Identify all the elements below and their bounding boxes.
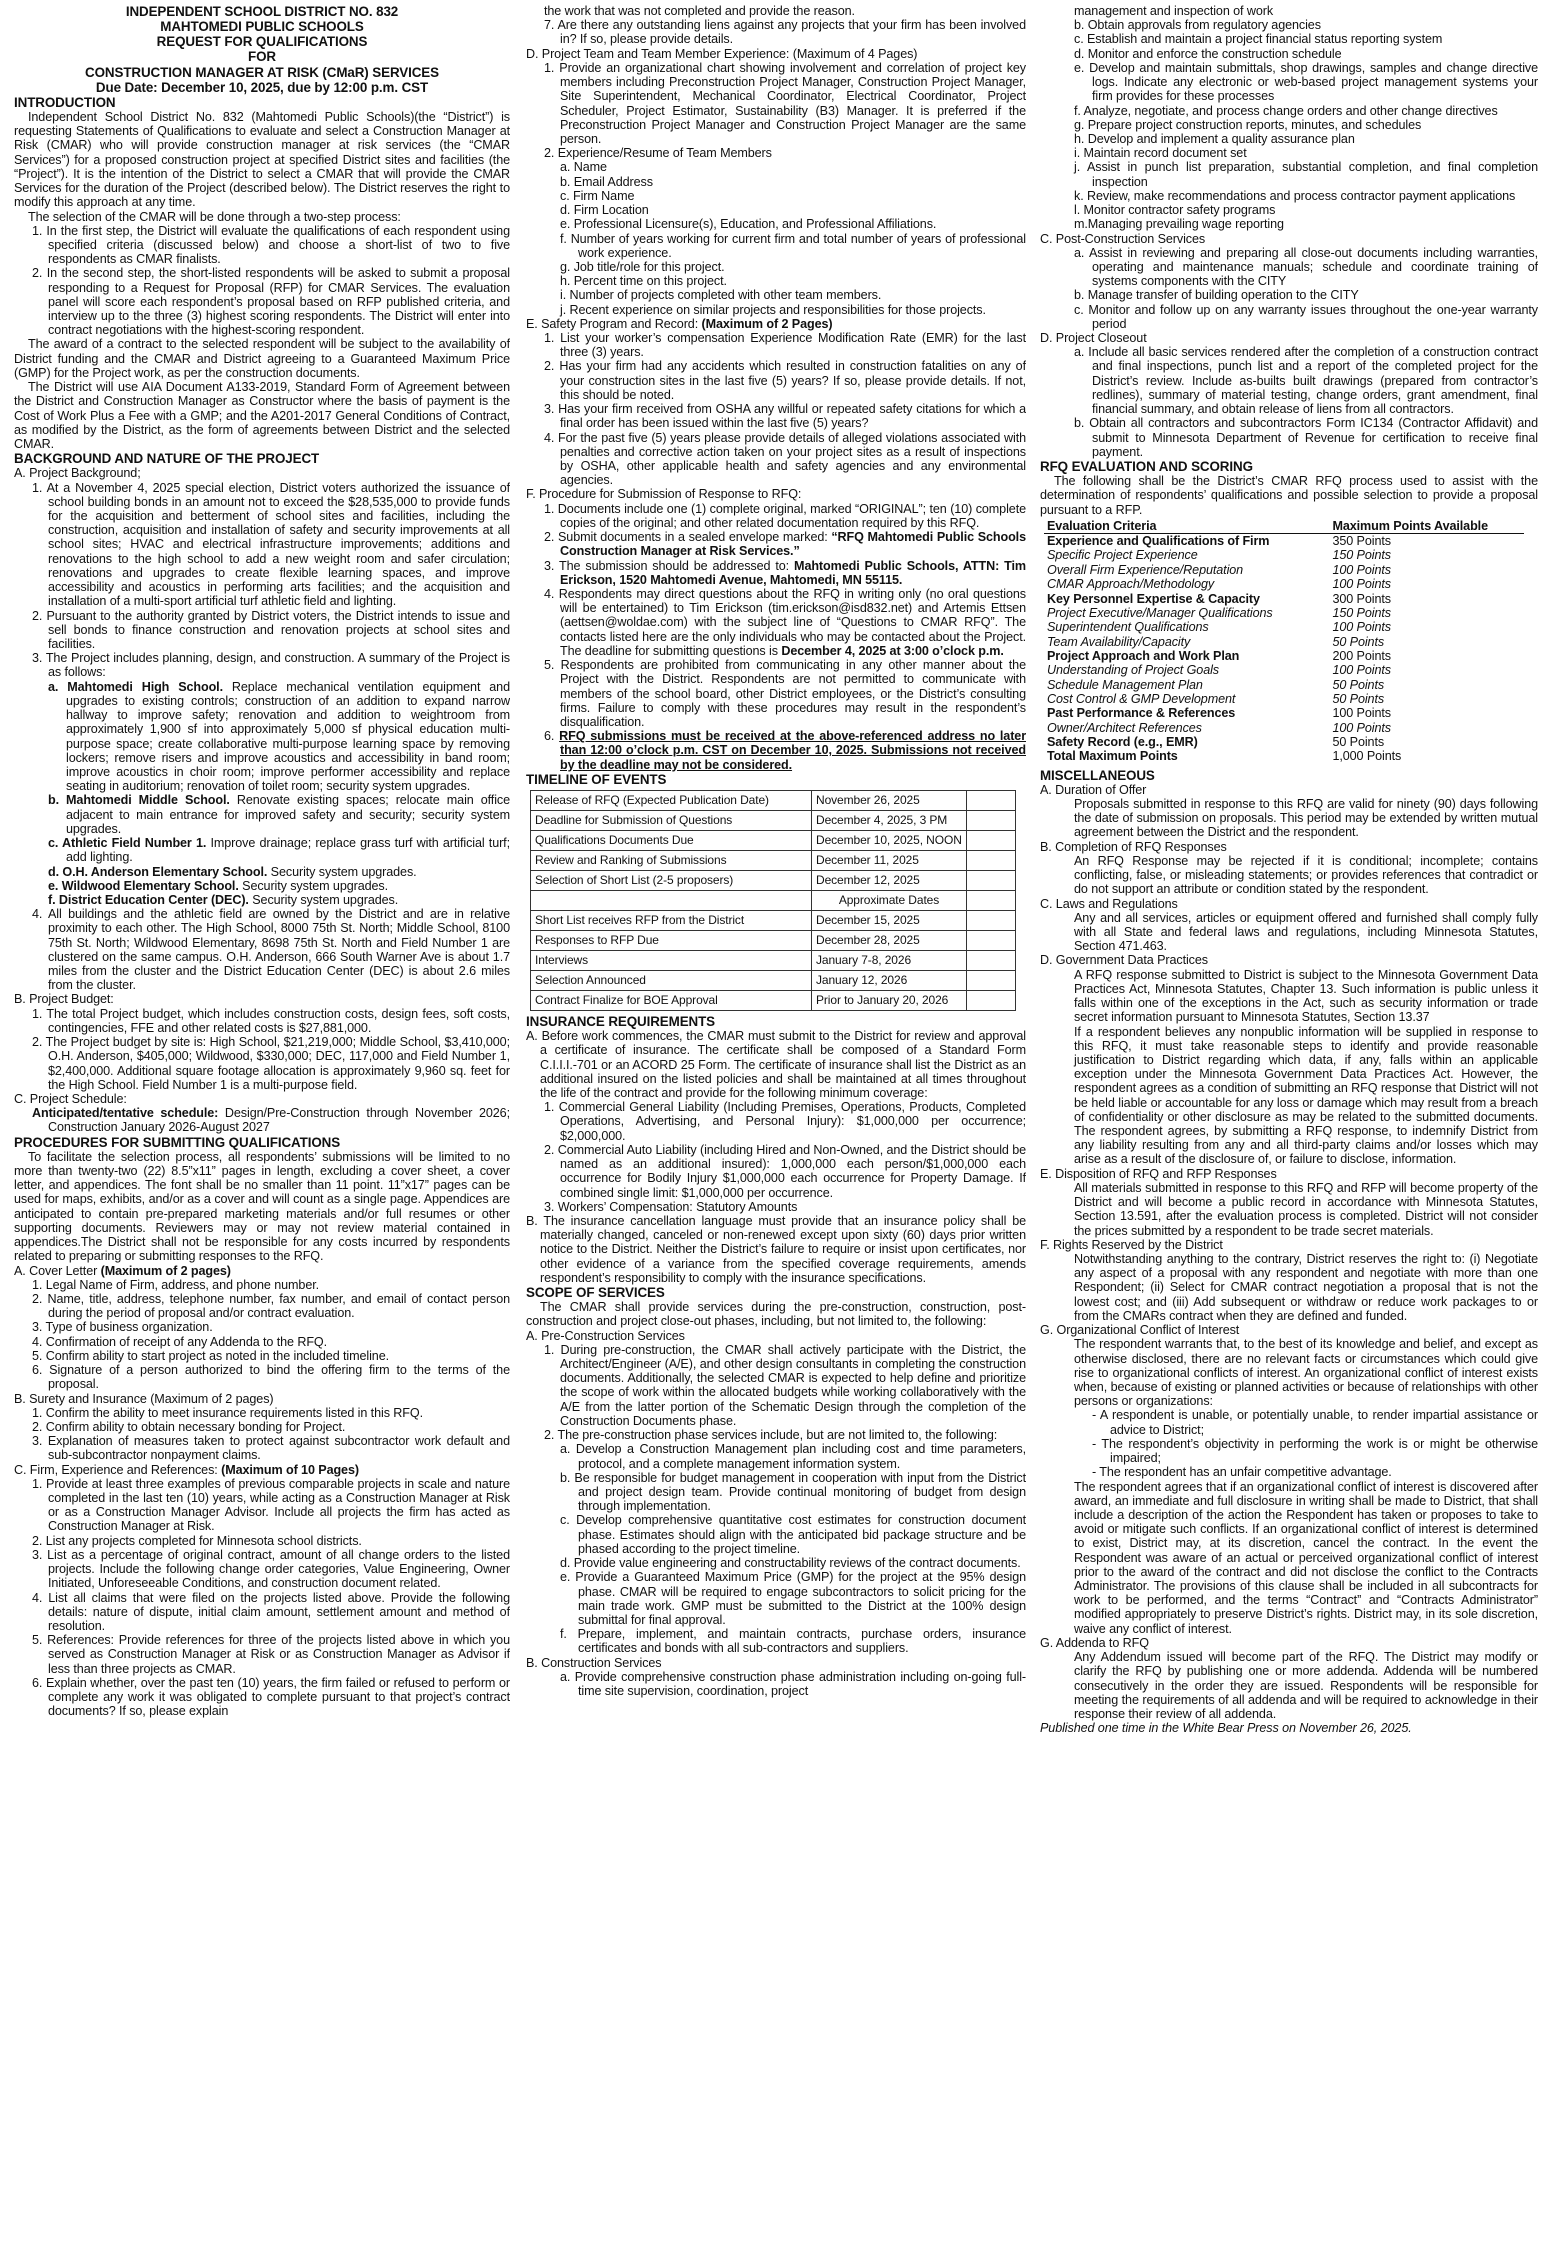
site-name: a. Mahtomedi High School. [48,679,223,694]
list-item: b. Obtain approvals from regulatory agencies [1074,18,1321,33]
subheading: G. Organizational Conflict of Interest [1040,1323,1240,1338]
scoring-criterion: Experience and Qualifications of Firm [1047,534,1270,549]
list-item: d. Firm Location [560,203,649,218]
list-item: f. Number of years working for current firm and total number of years of professional work experience. [560,231,1026,260]
list-item: 3. Has your firm received from OSHA any willful or repeated safety citations for which a final order has been issued within the last five (5) years? [544,402,1026,431]
scoring-row [1044,663,1524,677]
site-scope: Renovate existing spaces; relocate main office adjacent to main entrance for improved safety and security; security system upgrades. [66,793,510,836]
paragraph: If a respondent believes any nonpublic information will be supplied in response to this RFQ, it must take reasonable steps to identify and provide reasonable justification to District regarding which data, if any, falls within an applicable exception under the Minnesota Government Data Practices Act. However, the respondent agrees as a condition of submitting an RFQ response that District will not be held liable or accountable for any loss or damage which may result from a breach of confidentiality or other disclosure as may be related to the submitted documents. The respondent agrees, by submitting a RFQ response, to indemnify District from any liability resulting from any and all third-party claims and/or losses which may arise as a result of the disclosure of, or failure to disclose, information. [1074,1024,1538,1167]
subheading: E. Disposition of RFQ and RFP Responses [1040,1166,1277,1181]
scoring-row [1044,577,1524,591]
list-item: 2. List any projects completed for Minnesota school districts. [32,1533,362,1548]
scoring-row [1044,534,1524,549]
timeline-blank [967,850,1016,870]
list-number: 6. [544,729,555,744]
timeline-row [531,830,1016,850]
paragraph: The respondent agrees that if an organizational conflict of interest is discovered after award, an immediate and full disclosure in writing shall be made to District, that shall include a description of the action the Respondent has taken or proposes to take to avoid or mitigate such conflicts. If an organizational conflict of interest is determined to exist, District may, at its discretion, cancel the contract. In the event the Respondent was aware of an actual or perceived organizational conflict of interest prior to the award of the contract and did not disclose the conflict to the Contracts Administrator. The provisions of this clause shall be included in all subcontracts for work to be performed, and the terms “Contract” and “Contracts Administrator” modified appropriately to preserve District’s rights. District may, in its sole discretion, waive any conflict of interest. [1074,1479,1538,1636]
scoring-row [1044,735,1524,749]
schedule-text: Design/Pre-Construction through November 2026; Construction January 2026-August 2027 [48,1106,510,1135]
list-item: 1. List your worker’s compensation Experience Modification Rate (EMR) for the last three (3) years. [544,331,1026,360]
timeline-blank [967,910,1016,930]
scoring-criterion: Understanding of Project Goals [1047,663,1220,678]
list-item: 7. Are there any outstanding liens against any projects that your firm has been involved in? If so, please provide details. [544,18,1026,47]
timeline-date: December 4, 2025, 3 PM [812,810,967,830]
list-item [526,587,1026,658]
list-item: 2. Experience/Resume of Team Members [544,146,772,161]
subheading: F. Rights Reserved by the District [1040,1237,1223,1252]
timeline-blank [967,830,1016,850]
timeline-row [531,910,1016,930]
list-item: j. Recent experience on similar projects and responsibilities for those projects. [560,302,986,317]
list-item: a. Assist in reviewing and preparing all close-out documents including warranties, operating and maintenance manuals; schedule and coordinate training of systems components with the CITY [1074,245,1538,289]
timeline-blank [967,930,1016,950]
timeline-date: December 28, 2025 [812,930,967,950]
list-item-continued: the work that was not completed and provide the reason. [544,4,855,18]
scoring-criterion: Schedule Management Plan [1047,677,1203,692]
list-item: d. Monitor and enforce the construction schedule [1074,46,1342,61]
timeline-blank [967,890,1016,910]
list-item [14,680,510,794]
list-item: 2. Commercial Auto Liability (including Hired and Non-Owned, and the District should be named as an additional insured): 1,000,000 each person/$1,000,000 each occurrence for Bodily Injury $1,000,000 each occurrence for Property Damage. If combined single limit: $1,000,000 per occurrence. [544,1142,1026,1200]
timeline-event: Selection of Short List (2-5 proposers) [531,870,812,890]
list-item: b. Manage transfer of building operation to the CITY [1074,288,1359,303]
scoring-points: 50 Points [1332,691,1385,706]
subheading: A. Project Background; [14,466,141,481]
timeline-blank [967,870,1016,890]
scoring-points: 100 Points [1332,577,1391,592]
timeline-blank [967,810,1016,830]
subheading [14,1264,510,1278]
timeline-event: Selection Announced [531,970,812,990]
paragraph: The selection of the CMAR will be done through a two-step process: [28,209,401,224]
list-item: 4. All buildings and the athletic field are owned by the District and are in relative proximity to each other. The High School, 8000 75th St. North; Middle School, 8100 75th St. North; Wildwood Elementary, 8698 75th St. North and Field Number 1 are clustered on the same campus. O.H. Anderson, 666 South Warner Ave is about 1.7 miles from the cluster and the District Education Center (DEC) is about 2.6 miles from the cluster. [32,907,510,993]
rfq-for: FOR [248,49,276,65]
rfq-title: REQUEST FOR QUALIFICATIONS [156,34,368,50]
subheading: D. Project Team and Team Member Experience: (Maximum of 4 Pages) [526,46,918,61]
rfq-services: CONSTRUCTION MANAGER AT RISK (CMaR) SERVICES [85,64,439,80]
district-name: INDEPENDENT SCHOOL DISTRICT NO. 832 [125,4,399,19]
scoring-points: 50 Points [1332,734,1385,749]
list-item: h. Develop and implement a quality assurance plan [1074,131,1355,146]
paragraph: The District will use AIA Document A133-2019, Standard Form of Agreement between the District and Construction Manager as Constructor where the basis of payment is the Cost of Work Plus a Fee with a GMP; and the A201-2017 General Conditions of Contract, as modified by the District, as the form of agreements between District and the selected CMAR. [14,380,510,452]
list-item: - The respondent’s objectivity in performing the work is or might be otherwise impaired; [1092,1436,1538,1466]
timeline-row [531,970,1016,990]
paragraph: To facilitate the selection process, all respondents’ submissions will be limited to no more than twenty-two (22) 8.5”x11” pages in length, excluding a cover sheet, a cover letter, and appendices. The font shall be no smaller than 11 point. 11”x17” pages can be used for maps, exhibits, and/or as a cover and will count as a single page. Appendices are anticipated to contain pre-prepared marketing materials and/or full resumes or other supporting documents. Reviewers may or may not review material contained in appendices.The District shall not be responsible for any costs incurred by respondents related to preparing or submitting responses to the RFQ. [14,1149,510,1264]
scoring-header-criteria: Evaluation Criteria [1044,519,1320,534]
scoring-criterion: Total Maximum Points [1047,749,1178,764]
scoring-criterion: Team Availability/Capacity [1047,634,1191,649]
timeline-event: Interviews [531,950,812,970]
site-scope: Replace mechanical ventilation equipment and upgrades to existing controls; construction of an addition to expand narrow hallway to improve safety; renovation and addition to weightroom from approximately 1,900 sf into approximately 5,000 sf physical education multi-purpose space; create collaborative multi-purpose learning space by removing lockers; remove risers and improve acoustics and accessibility in band room; improve acoustics in choir room; improve performer accessibility and replace seating in auditorium; renovation of toilet room; security system upgrades. [66,679,510,794]
timeline-blank [967,950,1016,970]
subheading: C. Laws and Regulations [1040,896,1178,911]
scoring-criterion: Owner/Architect References [1047,720,1202,735]
timeline-event: Review and Ranking of Submissions [531,850,812,870]
list-item [14,865,510,879]
list-item: b. Be responsible for budget management in cooperation with input from the District and project design team. Provide continual monitoring of budget from design through implementation. [560,1470,1026,1514]
site-name: c. Athletic Field Number 1. [48,836,207,851]
list-item: 1. Provide at least three examples of previous comparable projects in scale and nature completed in the last ten (10) years, while acting as a Construction Manager at Risk or as a Construction Manager Advisor. Include all projects the firm has acted as Construction Manager at Risk. [32,1476,510,1534]
list-item: g. Prepare project construction reports, minutes, and schedules [1074,117,1422,132]
scoring-row [1044,548,1524,562]
paragraph: The award of a contract to the selected respondent will be subject to the availability of District funding and the CMAR and District agreeing to a Guaranteed Maximum Price (GMP) for the Project work, as per the construction documents. [14,337,510,380]
paragraph: The respondent warrants that, to the best of its knowledge and belief, and except as otherwise disclosed, there are no relevant facts or circumstances which could give rise to organizational conflicts of interest. An organizational conflict of interest exists when, because of existing or planned activities or because of relationships with other persons or organizations: [1074,1337,1538,1409]
scoring-points: 50 Points [1332,634,1385,649]
timeline-event: Responses to RFP Due [531,930,812,950]
timeline-event: Deadline for Submission of Questions [531,810,812,830]
subheading: F. Procedure for Submission of Response to RFQ: [526,487,802,502]
scoring-points: 1,000 Points [1332,749,1402,764]
list-item: m.Managing prevailing wage reporting [1074,217,1284,232]
list-item: j. Assist in punch list preparation, substantial completion, and final completion inspection [1074,160,1538,189]
scoring-points: 100 Points [1332,706,1391,721]
subheading-text: A. Cover Letter [14,1263,98,1278]
scoring-row [1044,721,1524,735]
list-item: 1. The total Project budget, which includes construction costs, design fees, soft costs, contingencies, FFE and other related costs is $27,881,000. [32,1006,510,1035]
list-item: l. Monitor contractor safety programs [1074,203,1276,218]
list-text: 4. Respondents may direct questions about the RFQ in writing only (no oral questions will be entertained) to Tim Erickson (tim.erickson@isd832.net) and Artemis Ettsen (aettsen@woldae.com) with the subject line of “Questions to CMAR RFQ”. The contacts listed here are the only individuals who may be contacted about the Project. The deadline for submitting questions is [544,586,1026,658]
list-item: h. Percent time on this project. [560,274,727,289]
scoring-points: 50 Points [1332,677,1385,692]
scoring-points: 100 Points [1332,562,1391,577]
list-item: 1. At a November 4, 2025 special election, District voters authorized the issuance of school building bonds in an amount not to exceed the $28,535,000 to provide funds for the acquisition and betterment of school sites and facilities, including the construction, acquisition and installation of safety and security improvements at all school sites; HVAC and electrical infrastructure improvements; additions and renovations to the high school to add a new weight room and safer circulation; renovations and upgrades to create flexible learning spaces, and improve accessibility and acoustics in performing arts facilities; and the acquisition and installation of a multi-sport artificial turf athletic field and lighting. [32,480,510,609]
site-scope: Improve drainage; replace grass turf with artificial turf; add lighting. [66,836,510,865]
timeline-row [531,930,1016,950]
timeline-date: Approximate Dates [812,890,967,910]
list-item: 1. Provide an organizational chart showing involvement and correlation of project key members including Preconstruction Project Manager, Construction Project Manager, Site Superintendent, Mechanical Coordinator, Electrical Coordinator, Project Scheduler, Project Estimator, Sustainability (B3) Manager. It is preferred if the Preconstruction Project Manager and Construction Project Manager are the same person. [544,60,1026,146]
list-item: 2. Confirm ability to obtain necessary bonding for Project. [32,1419,346,1434]
timeline-date: December 12, 2025 [812,870,967,890]
subheading: A. Pre-Construction Services [526,1328,685,1343]
scoring-points: 350 Points [1332,534,1391,549]
timeline-event: Short List receives RFP from the District [531,910,812,930]
page-limit: (Maximum of 10 Pages) [221,1462,359,1477]
envelope-marking: “RFQ Mahtomedi Public Schools Construction Manager at Risk Services.” [560,530,1026,559]
scoring-row [1044,620,1524,634]
list-item: f. Prepare, implement, and maintain contracts, purchase orders, insurance certificates and bonds with all sub-contractors and suppliers. [560,1627,1026,1656]
scoring-row [1044,692,1524,706]
subheading: D. Government Data Practices [1040,953,1208,968]
timeline-date: November 26, 2025 [812,790,967,810]
subheading: B. Surety and Insurance (Maximum of 2 pages) [14,1391,274,1406]
site-name: b. Mahtomedi Middle School. [48,793,230,808]
list-item: 1. Legal Name of Firm, address, and phone number. [32,1277,320,1292]
list-item [14,1106,510,1134]
timeline-event: Qualifications Documents Due [531,830,812,850]
list-item [526,559,1026,587]
page-limit: (Maximum of 2 pages) [100,1263,231,1278]
subheading: B. Completion of RFQ Responses [1040,839,1227,854]
list-item: B. The insurance cancellation language must provide that an insurance policy shall be materially changed, canceled or non-renewed except upon sixty (60) days prior written notice to the District. Neither the District’s failure to require or insist upon certificates, nor other evidence of a variance from the specified coverage requirements, amends respondent’s responsibility to comply with the insurance specifications. [526,1213,1026,1285]
scoring-row [1044,635,1524,649]
list-item: f. Analyze, negotiate, and process change orders and other change directives [1074,103,1498,118]
list-item: 6. Signature of a person authorized to bind the offering firm to the terms of the proposal. [32,1363,510,1392]
section-heading: RFQ EVALUATION AND SCORING [1040,459,1253,474]
list-item: d. Provide value engineering and constructability reviews of the contract documents. [560,1556,1021,1571]
list-item: 3. List as a percentage of original contract, amount of all change orders to the listed projects. Include the following change order categories, Value Engineering, Owner Initiated, Unforeseeable Conditions, and construction document related. [32,1547,510,1591]
site-name: d. O.H. Anderson Elementary School. [48,864,268,879]
list-item: 3. The Project includes planning, design, and construction. A summary of the Project is as follows: [32,651,510,680]
list-item: c. Establish and maintain a project financial status reporting system [1074,32,1443,47]
submission-deadline: RFQ submissions must be received at the above-referenced address no later than 12:00 o’clock p.m. CST on December 10, 2025. Submissions not received by the deadline may not be considered. [559,729,1026,772]
paragraph: The following shall be the District’s CMAR RFQ process used to assist with the determination of respondents’ qualifications and possible selection to provide a proposal pursuant to a RFP. [1040,474,1538,517]
subheading: B. Project Budget: [14,992,114,1007]
subheading: D. Project Closeout [1040,331,1147,346]
list-item: - A respondent is unable, or potentially unable, to render impartial assistance or advice to District; [1092,1408,1538,1437]
list-item: c. Develop comprehensive quantitative cost estimates for construction document phase. Estimates should align with the anticipated bid package structure and be phased according to the project timeline. [560,1513,1026,1556]
paragraph: All materials submitted in response to this RFQ and RFP will become property of the District and will become a public record in accordance with Minnesota Statutes, Section 13.591, after the evaluation process is completed. District will not consider the prices submitted by a respondent to be trade secret materials. [1074,1180,1538,1238]
notice-column-1 [14,4,510,2240]
list-item: k. Review, make recommendations and process contractor payment applications [1074,188,1516,203]
due-date: Due Date: December 10, 2025, due by 12:00 p.m. CST [95,79,429,95]
site-scope: Security system upgrades. [242,878,389,893]
site-scope: Security system upgrades. [252,892,399,907]
timeline-blank [967,790,1016,810]
list-item: a. Include all basic services rendered after the completion of a construction contract and final inspections, punch list and a report of the completed project for the District’s review. Include as-builts built drawings (prepared from contractor’s redlines), summary of material testing, change orders, grant amendment, final financial summary, and obtain release of liens from all contractors. [1074,345,1538,417]
list-item: 1. Confirm the ability to meet insurance requirements listed in this RFQ. [32,1405,423,1420]
section-heading: TIMELINE OF EVENTS [526,771,667,787]
paragraph: An RFQ Response may be rejected if it is conditional; incomplete; contains conflicting, false, or misleading statements; or provides references that contradict or do not support an attribute or condition stated by the respondent. [1074,853,1538,897]
list-item: a. Name [560,160,607,175]
site-scope: Security system upgrades. [270,864,417,879]
list-item: 5. References: Provide references for three of the projects listed above in which you served as Construction Manager at Risk or as Construction Manager as Advisor if less than three projects as CMAR. [32,1633,510,1676]
paragraph: Independent School District No. 832 (Mahtomedi Public Schools)(the “District”) is requesting Statements of Qualifications to evaluate and select a Construction Manager at Risk (CMAR) who will provide construction manager at risk services (the “CMAR Services”) for a proposed construction project at specified District sites and facilities (the “Project”). It is the intention of the District to select a CMAR that will provide the CMAR Services for the duration of the Project (described below). The District reserves the right to modify this approach at any time. [14,109,510,210]
list-item: i. Number of projects completed with other team members. [560,288,882,303]
scoring-header-row [1044,519,1524,534]
scoring-criterion: Superintendent Qualifications [1047,620,1209,635]
site-name: f. District Education Center (DEC). [48,892,249,907]
timeline-row [531,790,1016,810]
list-item: 3. Workers’ Compensation: Statutory Amounts [544,1199,798,1214]
subheading [14,1463,510,1477]
list-item: 2. Pursuant to the authority granted by District voters, the District intends to issue and sell bonds to finance construction and renovation projects at school sites and facilities. [32,608,510,651]
scoring-points: 100 Points [1332,663,1391,678]
scoring-criterion: Key Personnel Expertise & Capacity [1047,591,1260,606]
paragraph: A RFQ response submitted to District is subject to the Minnesota Government Data Practices Act, Minnesota Statutes, Chapter 13. Such information is public unless it falls within one of the exceptions in the Act, such as security information or trade secret information pursuant to Minnesota Statutes, Section 13.37 [1074,967,1538,1025]
section-heading: INSURANCE REQUIREMENTS [526,1013,716,1029]
list-item [526,530,1026,558]
list-item [14,893,510,907]
list-item [526,729,1026,772]
list-item: 4. Confirmation of receipt of any Addenda to the RFQ. [32,1334,328,1349]
scoring-criterion: Cost Control & GMP Development [1047,691,1236,706]
paragraph: Proposals submitted in response to this RFQ are valid for ninety (90) days following the date of submission on proposals. This period may be extended by written mutual agreement between the District and the respondent. [1074,797,1538,840]
timeline-row [531,990,1016,1010]
scoring-criterion: Safety Record (e.g., EMR) [1047,734,1198,749]
timeline-date: January 12, 2026 [812,970,967,990]
timeline-blank [967,970,1016,990]
scoring-row [1044,706,1524,720]
list-item: 2. The pre-construction phase services include, but are not limited to, the following: [544,1428,998,1443]
scoring-criterion: CMAR Approach/Methodology [1047,577,1215,592]
list-item: 5. Confirm ability to start project as noted in the included timeline. [32,1348,390,1363]
subheading: C. Project Schedule: [14,1092,127,1106]
scoring-points: 300 Points [1332,591,1391,606]
list-item: c. Monitor and follow up on any warranty issues throughout the one-year warranty period [1074,302,1538,331]
scoring-row [1044,678,1524,692]
list-item [14,836,510,864]
timeline-date: January 7-8, 2026 [812,950,967,970]
list-item: 2. In the second step, the short-listed respondents will be asked to submit a proposal responding to a Request for Proposal (RFP) for CMAR Services. The evaluation panel will score each respondent’s proposal based on RFP published criteria, and interview up to the three (3) highest scoring respondents. The District will enter into contract negotiations with the highest-scoring respondent. [32,266,510,338]
timeline-date: Prior to January 20, 2026 [812,990,967,1010]
scoring-header-points: Maximum Points Available [1320,519,1524,534]
paragraph: Any and all services, articles or equipment offered and furnished shall comply fully with all State and federal laws and regulations, including Minnesota Statutes, Section 471.463. [1074,910,1538,954]
list-item: - The respondent has an unfair competitive advantage. [1092,1465,1392,1480]
section-heading: PROCEDURES FOR SUBMITTING QUALIFICATIONS [14,1134,341,1150]
scoring-row [1044,749,1524,763]
scoring-points: 200 Points [1332,648,1391,663]
submission-address: Mahtomedi Public Schools, ATTN: Tim Erickson, 1520 Mahtomedi Avenue, Mahtomedi, MN 55115. [560,558,1026,587]
timeline-date: December 10, 2025, NOON [812,830,967,850]
list-item: i. Maintain record document set [1074,146,1247,161]
list-item [14,879,510,893]
timeline-date: December 15, 2025 [812,910,967,930]
list-item: g. Job title/role for this project. [560,259,725,274]
scoring-row [1044,606,1524,620]
scoring-criterion: Project Approach and Work Plan [1047,648,1240,663]
list-item-continued: management and inspection of work [1074,4,1274,18]
list-item: e. Develop and maintain submittals, shop drawings, samples and change directive logs. Indicate any electronic or web-based project management systems your firm provides for these processes [1074,60,1538,104]
notice-column-3 [1040,4,1538,2240]
timeline-table [530,790,1016,1011]
school-name: MAHTOMEDI PUBLIC SCHOOLS [160,19,364,35]
schedule-label: Anticipated/tentative schedule: [32,1106,219,1121]
publication-note: Published one time in the White Bear Press on November 26, 2025. [1040,1721,1412,1736]
subheading: A. Duration of Offer [1040,782,1147,797]
timeline-row [531,950,1016,970]
list-item: 3. Type of business organization. [32,1320,213,1335]
subheading [526,317,1026,331]
question-deadline: December 4, 2025 at 3:00 o’clock p.m. [781,643,1004,658]
list-item: 2. The Project budget by site is: High School, $21,219,000; Middle School, $3,410,000; O.H. Anderson, $405,000; Wildwood, $330,000; DEC, 117,000 and Field Number 1, $2,400,000. Additional square footage allocation is approximately 9,960 sq. feet for the High School. Field Number 1 is a multi-purpose field. [32,1035,510,1092]
paragraph: Notwithstanding anything to the contrary, District reserves the right to: (i) Negotiate any aspect of a proposal with any respondent and negotiate with more than one Respondent; (ii) Select for CMAR contract negotiation a proposal that is not the lowest cost; and (iii) Add subsequent or withdraw or reduce work packages to or from the CMARs contract when they are defined and funded. [1074,1252,1538,1323]
paragraph: The CMAR shall provide services during the pre-construction, construction, post-construction and project close-out phases, including, but not limited to, the following: [526,1300,1026,1329]
list-item: 3. Explanation of measures taken to protect against subcontractor work default and sub-subcontractor nonpayment claims. [32,1434,510,1463]
subheading: B. Construction Services [526,1655,662,1670]
list-item: A. Before work commences, the CMAR must submit to the District for review and approval a certificate of insurance. The certificate shall be composed of a Standard Form C.I.I.I.-701 or an ACORD 25 Form. The certificate of insurance shall list the District as an additional insured on the listed policies and shall be maintained at all times throughout the life of the contract and provide for the following minimum coverage: [526,1029,1026,1100]
subheading-text: C. Firm, Experience and References: [14,1462,218,1477]
site-name: e. Wildwood Elementary School. [48,878,239,893]
list-item: 1. Documents include one (1) complete original, marked “ORIGINAL”; ten (10) complete copies of the original; and other related documentation required by this RFQ. [544,501,1026,530]
scoring-row [1044,592,1524,606]
section-heading: INTRODUCTION [14,94,116,110]
list-item: 6. Explain whether, over the past ten (10) years, the firm failed or refused to perform or complete any work it was obligated to complete pursuant to that project’s contract documents? If so, please explain [32,1675,510,1719]
list-item: e. Provide a Guaranteed Maximum Price (GMP) for the project at the 95% design phase. CMAR will be required to engage subcontractors to solicit pricing for the main trade work. GMP must be submitted to the District at the 100% design submittal for final approval. [560,1570,1026,1627]
list-item: c. Firm Name [560,188,635,203]
list-item: 4. List all claims that were filed on the projects listed above. Provide the following details: nature of dispute, initial claim amount, settlement amount and method of resolution. [32,1590,510,1634]
list-item: 5. Respondents are prohibited from communicating in any other manner about the Project with the District. Respondents are not permitted to communicate with members of the school board, other District employees, or the District’s consulting firms. Failure to comply with these procedures may result in the respondent’s disqualification. [544,658,1026,729]
scoring-points: 150 Points [1332,548,1391,563]
scoring-criterion: Project Executive/Manager Qualifications [1047,605,1273,620]
scoring-criterion: Overall Firm Experience/Reputation [1047,562,1244,577]
list-item: e. Professional Licensure(s), Education, and Professional Affiliations. [560,217,937,232]
scoring-points: 100 Points [1332,620,1391,635]
timeline-row [531,810,1016,830]
scoring-criterion: Specific Project Experience [1047,548,1198,563]
list-item: 4. For the past five (5) years please provide details of alleged violations associated with penalties and corrective action taken on your project sites as a result of inspections by OSHA, other applicable health and safety agencies and any environmental agencies. [544,430,1026,488]
list-item: 1. During pre-construction, the CMAR shall actively participate with the District, the Architect/Engineer (A/E), and other design consultants in completing the construction documents. Additionally, the selected CMAR is expected to help define and prioritize the scope of work within the allocated budgets while working collaboratively with the A/E from the latter portion of the Schematic Design through the completion of the Construction Documents phase. [544,1342,1026,1428]
page-limit: (Maximum of 2 Pages) [701,316,833,331]
list-item: a. Provide comprehensive construction phase administration including on-going full-time site supervision, coordination, project [560,1669,1026,1699]
timeline-event: Release of RFQ (Expected Publication Date) [531,790,812,810]
subheading: G. Addenda to RFQ [1040,1635,1149,1650]
list-item [14,793,510,836]
timeline-date: December 11, 2025 [812,850,967,870]
scoring-points: 150 Points [1332,605,1391,620]
section-heading: BACKGROUND AND NATURE OF THE PROJECT [14,451,320,467]
scoring-row [1044,649,1524,663]
timeline-row [531,870,1016,890]
list-text: 3. The submission should be addressed to: [544,558,790,573]
timeline-row [531,890,1016,910]
subheading: C. Post-Construction Services [1040,231,1206,246]
timeline-blank [967,990,1016,1010]
list-item: 2. Name, title, address, telephone number, fax number, and email of contact person during the period of proposal and/or contract evaluation. [32,1291,510,1321]
timeline-row [531,850,1016,870]
list-item: 1. Commercial General Liability (Including Premises, Operations, Products, Completed Operations, Advertising, and Personal Injury): $1,000,000 per occurrence; $2,000,000. [544,1100,1026,1143]
section-heading: SCOPE OF SERVICES [526,1285,665,1301]
section-heading: MISCELLANEOUS [1040,767,1155,783]
timeline-event: Contract Finalize for BOE Approval [531,990,812,1010]
scoring-table [1044,519,1524,764]
paragraph: Any Addendum issued will become part of the RFQ. The District may modify or clarify the RFQ by publishing one or more addenda. Addenda will be numbered consecutively in the order they are issued. Respondents will be responsible for meeting the requirements of all addenda and will be required to acknowledge in their response their review of all addenda. [1074,1650,1538,1721]
scoring-criterion: Past Performance & References [1047,706,1236,721]
list-item: 1. In the first step, the District will evaluate the qualifications of each respondent using specified criteria (discussed below) and choose a short-list of two to five respondents as CMAR finalists. [32,223,510,267]
subheading-text: E. Safety Program and Record: [526,316,699,331]
list-item: 2. Has your firm had any accidents which resulted in construction fatalities on any of your construction sites in the last five (5) years? If so, please provide details. If not, this should be noted. [544,359,1026,402]
list-text: 2. Submit documents in a sealed envelope marked: [544,530,828,545]
list-item: b. Email Address [560,174,653,189]
scoring-row [1044,563,1524,577]
list-item: b. Obtain all contractors and subcontractors Form IC134 (Contractor Affidavit) and submit to Minnesota Department of Revenue for certification to receive final payment. [1074,416,1538,459]
list-item: a. Develop a Construction Management plan including cost and time parameters, protocol, and a complete management information system. [560,1442,1026,1471]
notice-column-2 [526,4,1026,2240]
timeline-event [531,890,812,910]
scoring-points: 100 Points [1332,720,1391,735]
